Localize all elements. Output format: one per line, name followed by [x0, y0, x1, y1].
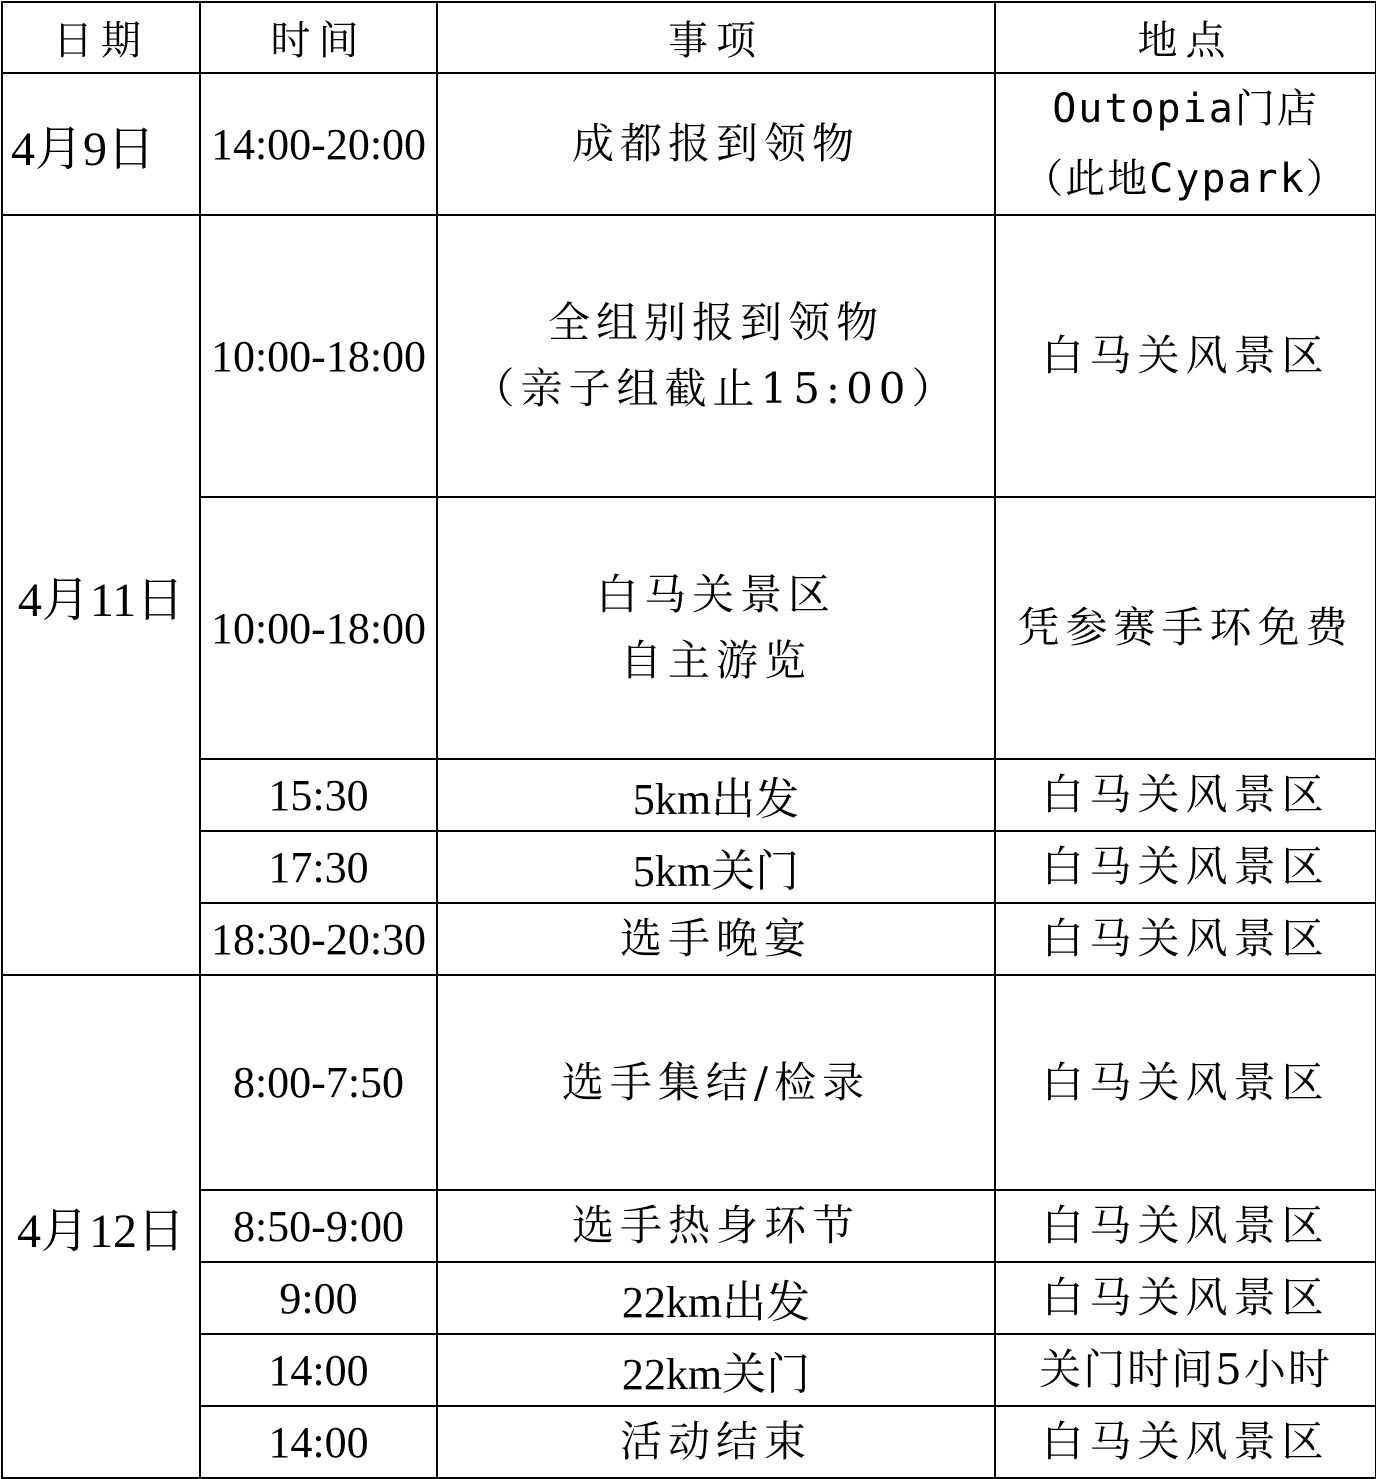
time-cell: 10:00-18:00 [200, 497, 437, 759]
time-cell: 8:50-9:00 [200, 1190, 437, 1262]
place-line: 白马关风景区 [1041, 770, 1330, 819]
table-row [2, 73, 1376, 215]
event-line: 5km出发 [632, 775, 800, 824]
place-line: 凭参赛手环免费 [1017, 603, 1354, 652]
event-line: 全组别报到领物 [547, 298, 884, 347]
header-event: 事项 [437, 2, 995, 73]
event-cell [437, 831, 995, 903]
event-cell [437, 1262, 995, 1334]
event-cell [437, 903, 995, 975]
event-cell [437, 1190, 995, 1262]
event-line: 白马关景区 [595, 570, 836, 619]
place-cell [995, 903, 1376, 975]
schedule-table [1, 1, 1376, 1479]
event-cell [437, 497, 995, 759]
table-row [2, 759, 1376, 831]
event-cell [437, 975, 995, 1190]
header-time: 时间 [200, 2, 437, 73]
table-row [2, 903, 1376, 975]
header-place: 地点 [995, 2, 1376, 73]
event-line: 22km关门 [621, 1350, 811, 1399]
event-line: 5km关门 [632, 847, 800, 896]
table-row [2, 215, 1376, 497]
place-cell [995, 1190, 1376, 1262]
time-cell: 10:00-18:00 [200, 215, 437, 497]
table-row [2, 1190, 1376, 1262]
place-line: 白马关风景区 [1041, 842, 1330, 891]
time-cell: 14:00 [200, 1406, 437, 1478]
place-cell [995, 1406, 1376, 1478]
table-row [2, 1406, 1376, 1478]
place-line: Outopia门店 [1052, 86, 1319, 132]
event-line: 自主游览 [619, 636, 812, 685]
header-row [2, 2, 1376, 73]
date-cell: 4月9日 [2, 73, 200, 215]
header-date: 日期 [2, 2, 200, 73]
place-cell [995, 1334, 1376, 1406]
place-line: （此地Cypark） [1023, 156, 1348, 202]
event-line: （亲子组截止15:00） [472, 364, 960, 413]
event-cell [437, 1406, 995, 1478]
table-row [2, 497, 1376, 759]
event-line: 活动结束 [619, 1417, 812, 1466]
place-cell [995, 975, 1376, 1190]
table-row [2, 1262, 1376, 1334]
place-cell [995, 759, 1376, 831]
event-line: 选手晚宴 [619, 914, 812, 963]
time-cell: 17:30 [200, 831, 437, 903]
date-cell: 4月11日 [2, 215, 200, 975]
place-line: 白马关风景区 [1041, 1057, 1330, 1107]
place-line: 白马关风景区 [1041, 1273, 1330, 1322]
time-cell: 14:00 [200, 1334, 437, 1406]
place-cell [995, 497, 1376, 759]
time-cell: 9:00 [200, 1262, 437, 1334]
place-line: 白马关风景区 [1041, 1417, 1330, 1466]
place-line: 白马关风景区 [1041, 331, 1330, 380]
place-line: 白马关风景区 [1041, 1201, 1330, 1250]
table-row [2, 975, 1376, 1190]
table-row [2, 1334, 1376, 1406]
time-cell: 15:30 [200, 759, 437, 831]
event-line: 选手集结/检录 [561, 1057, 871, 1107]
event-line: 选手热身环节 [571, 1201, 860, 1250]
event-cell [437, 1334, 995, 1406]
place-cell [995, 1262, 1376, 1334]
place-line: 白马关风景区 [1041, 914, 1330, 963]
time-cell: 18:30-20:30 [200, 903, 437, 975]
time-cell: 14:00-20:00 [200, 73, 437, 215]
table-row [2, 831, 1376, 903]
event-line: 成都报到领物 [571, 119, 860, 168]
event-cell [437, 759, 995, 831]
place-cell [995, 215, 1376, 497]
place-line: 关门时间5小时 [1039, 1345, 1332, 1394]
place-cell [995, 73, 1376, 215]
place-cell [995, 831, 1376, 903]
date-cell: 4月12日 [2, 975, 200, 1478]
time-cell: 8:00-7:50 [200, 975, 437, 1190]
event-cell [437, 215, 995, 497]
event-cell [437, 73, 995, 215]
event-line: 22km出发 [621, 1278, 811, 1327]
